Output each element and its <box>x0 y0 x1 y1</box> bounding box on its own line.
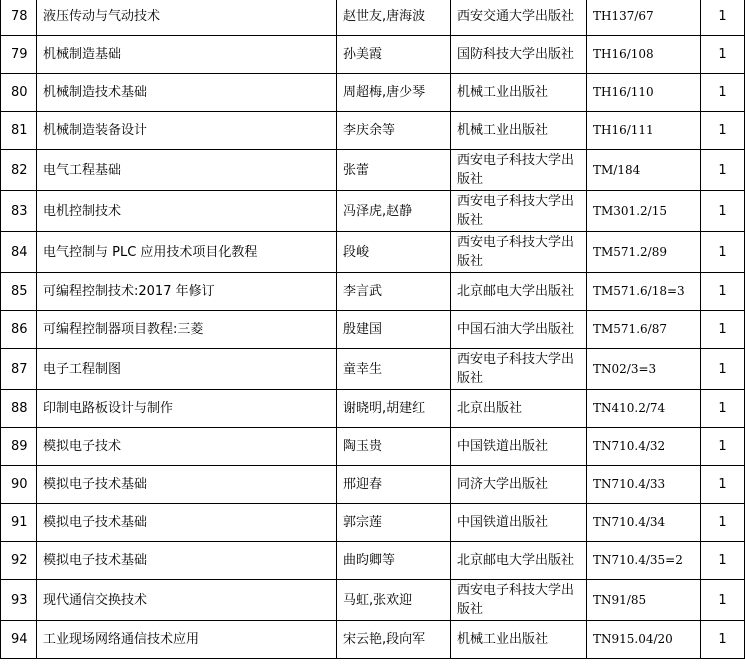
book-author: 邢迎春 <box>337 466 451 504</box>
table-row <box>1 112 745 150</box>
quantity: 1 <box>701 542 745 580</box>
table-row <box>1 580 745 621</box>
row-number: 89 <box>1 428 37 466</box>
quantity: 1 <box>701 36 745 74</box>
row-number: 80 <box>1 74 37 112</box>
call-number: TH16/108 <box>587 36 701 74</box>
row-number: 83 <box>1 191 37 232</box>
book-author: 段峻 <box>337 232 451 273</box>
table-row <box>1 390 745 428</box>
quantity: 1 <box>701 191 745 232</box>
book-title: 可编程控制器项目教程:三菱 <box>37 311 337 349</box>
book-author: 赵世友,唐海波 <box>337 0 451 36</box>
quantity: 1 <box>701 621 745 659</box>
quantity: 1 <box>701 311 745 349</box>
row-number: 94 <box>1 621 37 659</box>
table-row <box>1 504 745 542</box>
row-number: 91 <box>1 504 37 542</box>
quantity: 1 <box>701 580 745 621</box>
table-row <box>1 542 745 580</box>
call-number: TN710.4/32 <box>587 428 701 466</box>
book-author: 张蕾 <box>337 150 451 191</box>
row-number: 78 <box>1 0 37 36</box>
row-number: 88 <box>1 390 37 428</box>
call-number: TH137/67 <box>587 0 701 36</box>
table-row <box>1 311 745 349</box>
row-number: 79 <box>1 36 37 74</box>
table-row <box>1 232 745 273</box>
book-title: 电气控制与 PLC 应用技术项目化教程 <box>37 232 337 273</box>
table-row <box>1 621 745 659</box>
book-title: 模拟电子技术基础 <box>37 466 337 504</box>
quantity: 1 <box>701 0 745 36</box>
call-number: TM571.2/89 <box>587 232 701 273</box>
book-title: 模拟电子技术基础 <box>37 542 337 580</box>
book-title: 工业现场网络通信技术应用 <box>37 621 337 659</box>
book-publisher: 中国石油大学出版社 <box>451 311 587 349</box>
quantity: 1 <box>701 428 745 466</box>
row-number: 84 <box>1 232 37 273</box>
table-row <box>1 150 745 191</box>
book-publisher: 西安电子科技大学出版社 <box>451 191 587 232</box>
book-publisher: 中国铁道出版社 <box>451 428 587 466</box>
call-number: TH16/111 <box>587 112 701 150</box>
book-title: 现代通信交换技术 <box>37 580 337 621</box>
book-author: 李庆余等 <box>337 112 451 150</box>
book-author: 马虹,张欢迎 <box>337 580 451 621</box>
book-publisher: 中国铁道出版社 <box>451 504 587 542</box>
call-number: TM571.6/87 <box>587 311 701 349</box>
book-author: 殷建国 <box>337 311 451 349</box>
book-title: 液压传动与气动技术 <box>37 0 337 36</box>
call-number: TM571.6/18=3 <box>587 273 701 311</box>
book-publisher: 北京出版社 <box>451 390 587 428</box>
table-row <box>1 466 745 504</box>
call-number: TN710.4/34 <box>587 504 701 542</box>
book-publisher: 机械工业出版社 <box>451 112 587 150</box>
book-author: 李言武 <box>337 273 451 311</box>
table-row <box>1 36 745 74</box>
book-publisher: 国防科技大学出版社 <box>451 36 587 74</box>
book-publisher: 西安交通大学出版社 <box>451 0 587 36</box>
table-row <box>1 428 745 466</box>
book-author: 周超梅,唐少琴 <box>337 74 451 112</box>
quantity: 1 <box>701 112 745 150</box>
book-publisher: 北京邮电大学出版社 <box>451 273 587 311</box>
quantity: 1 <box>701 349 745 390</box>
book-publisher: 机械工业出版社 <box>451 621 587 659</box>
table-row <box>1 273 745 311</box>
call-number: TN02/3=3 <box>587 349 701 390</box>
book-title: 印制电路板设计与制作 <box>37 390 337 428</box>
row-number: 92 <box>1 542 37 580</box>
row-number: 87 <box>1 349 37 390</box>
table-row <box>1 74 745 112</box>
book-title: 模拟电子技术基础 <box>37 504 337 542</box>
book-author: 宋云艳,段向军 <box>337 621 451 659</box>
book-publisher: 机械工业出版社 <box>451 74 587 112</box>
call-number: TM301.2/15 <box>587 191 701 232</box>
book-title: 机械制造基础 <box>37 36 337 74</box>
book-title: 可编程控制技术:2017 年修订 <box>37 273 337 311</box>
book-publisher: 西安电子科技大学出版社 <box>451 580 587 621</box>
quantity: 1 <box>701 74 745 112</box>
book-title: 模拟电子技术 <box>37 428 337 466</box>
book-title: 电气工程基础 <box>37 150 337 191</box>
row-number: 81 <box>1 112 37 150</box>
quantity: 1 <box>701 150 745 191</box>
book-publisher: 西安电子科技大学出版社 <box>451 232 587 273</box>
quantity: 1 <box>701 390 745 428</box>
call-number: TN410.2/74 <box>587 390 701 428</box>
book-author: 谢晓明,胡建红 <box>337 390 451 428</box>
call-number: TM/184 <box>587 150 701 191</box>
call-number: TN915.04/20 <box>587 621 701 659</box>
table-row <box>1 0 745 36</box>
table-row <box>1 191 745 232</box>
book-publisher: 西安电子科技大学出版社 <box>451 150 587 191</box>
call-number: TN710.4/33 <box>587 466 701 504</box>
table-row <box>1 349 745 390</box>
row-number: 85 <box>1 273 37 311</box>
row-number: 90 <box>1 466 37 504</box>
row-number: 86 <box>1 311 37 349</box>
row-number: 82 <box>1 150 37 191</box>
quantity: 1 <box>701 504 745 542</box>
book-author: 孙美霞 <box>337 36 451 74</box>
row-number: 93 <box>1 580 37 621</box>
book-title: 电机控制技术 <box>37 191 337 232</box>
book-author: 郭宗莲 <box>337 504 451 542</box>
call-number: TN710.4/35=2 <box>587 542 701 580</box>
book-publisher: 北京邮电大学出版社 <box>451 542 587 580</box>
book-title: 电子工程制图 <box>37 349 337 390</box>
book-author: 陶玉贵 <box>337 428 451 466</box>
book-author: 冯泽虎,赵静 <box>337 191 451 232</box>
quantity: 1 <box>701 232 745 273</box>
book-publisher: 同济大学出版社 <box>451 466 587 504</box>
quantity: 1 <box>701 466 745 504</box>
call-number: TN91/85 <box>587 580 701 621</box>
book-title: 机械制造技术基础 <box>37 74 337 112</box>
call-number: TH16/110 <box>587 74 701 112</box>
quantity: 1 <box>701 273 745 311</box>
book-title: 机械制造装备设计 <box>37 112 337 150</box>
book-publisher: 西安电子科技大学出版社 <box>451 349 587 390</box>
book-author: 曲昀卿等 <box>337 542 451 580</box>
book-author: 童幸生 <box>337 349 451 390</box>
